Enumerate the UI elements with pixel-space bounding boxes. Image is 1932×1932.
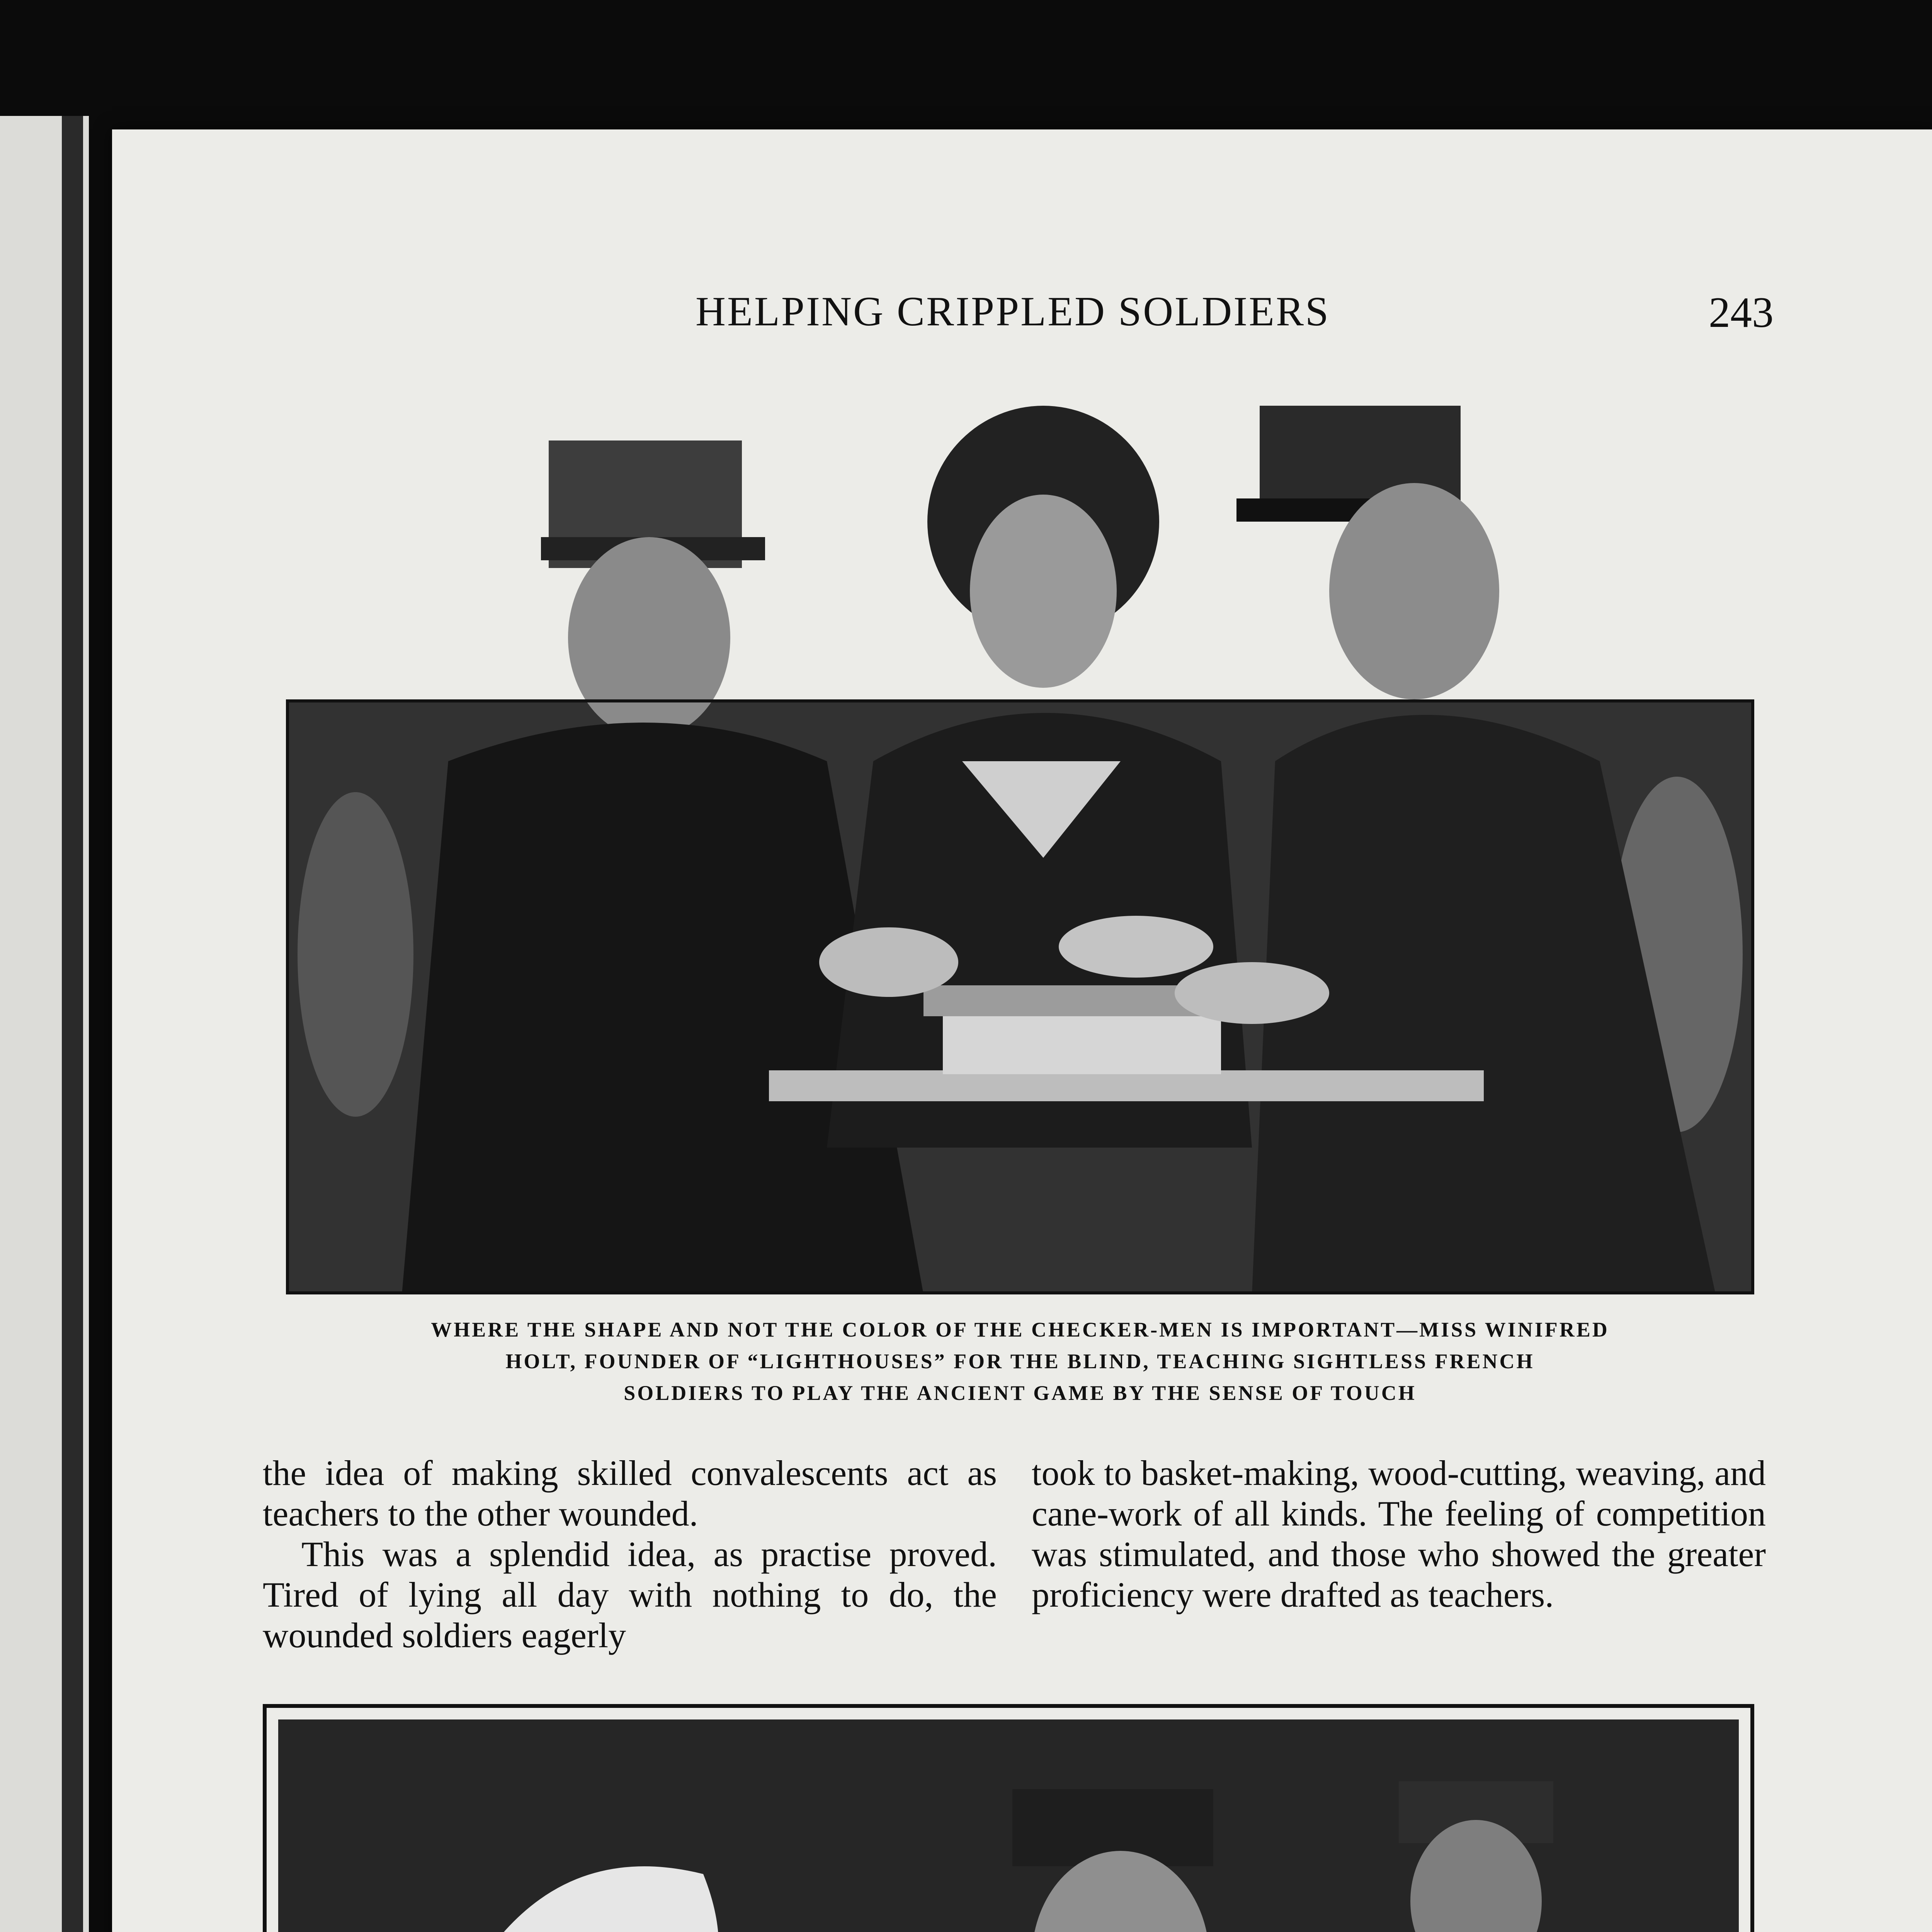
body-column-right: [1032, 1453, 1766, 1615]
photo-basket-making: [278, 1719, 1739, 1932]
caption-line: HOLT, FOUNDER OF “LIGHTHOUSES” FOR THE BLIND, TEACHING SIGHTLESS FRENCH: [505, 1350, 1535, 1373]
caption-line: WHERE THE SHAPE AND NOT THE COLOR OF THE CHECKER-MEN IS IMPORTANT—MISS WINIFRED: [431, 1318, 1609, 1341]
caption-checkers: [247, 1314, 1793, 1409]
book-gutter: [62, 116, 83, 1932]
running-head: [112, 288, 1920, 346]
running-head-title: HELPING CRIPPLED SOLDIERS: [696, 289, 1330, 335]
paragraph: This was a splendid idea, as practise proved. Tired of lying all day with nothing to do, the wounded soldiers eagerly: [263, 1534, 997, 1655]
paragraph: the idea of making skilled convalescents act as teachers to the other wounded.: [263, 1453, 997, 1533]
body-column-left: [263, 1453, 997, 1656]
page-number: 243: [1709, 289, 1774, 337]
photo-checkers-game: [286, 375, 1754, 1294]
caption-line: SOLDIERS TO PLAY THE ANCIENT GAME BY THE SENSE OF TOUCH: [624, 1381, 1417, 1405]
paragraph: took to basket-making, wood-cutting, weaving, and cane-work of all kinds. The feeling of competition was stimulated, and those who showed the greater proficiency were drafted as teachers.: [1032, 1453, 1766, 1614]
